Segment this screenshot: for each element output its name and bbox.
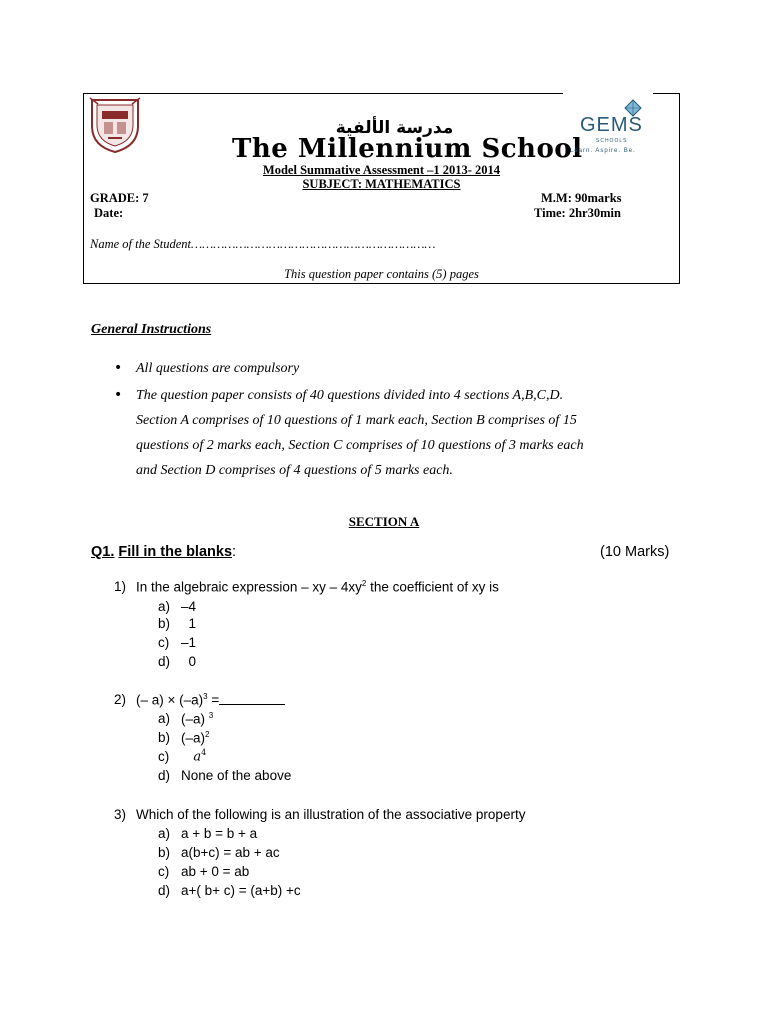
arabic-school-name: مدرسة الألفية <box>335 118 454 138</box>
question-number: 2) <box>114 692 127 707</box>
assessment-title: Model Summative Assessment –1 2013- 2014 <box>262 163 501 177</box>
question-number: 1) <box>114 579 127 594</box>
gems-logo-sub: SCHOOLS <box>596 138 628 144</box>
option-text: –1 <box>181 635 197 650</box>
option-text: 0 <box>181 654 197 669</box>
option-label: b) <box>158 730 171 745</box>
q1-colon: : <box>232 544 237 560</box>
question-text: In the algebraic expression – xy – $4xy^2$ the coefficient of xy is <box>136 579 499 595</box>
option-label: d) <box>158 768 171 783</box>
option-label: d) <box>158 883 171 898</box>
student-name-field: Name of the Student………………………………………………………… <box>90 237 436 251</box>
q1-heading <box>91 544 236 560</box>
question-text: (– $a) \times (-a)^3$ = <box>136 692 285 708</box>
option-label: d) <box>158 654 171 669</box>
school-name: The Millennium School <box>232 134 583 164</box>
option-label: a) <box>158 599 171 614</box>
gems-tagline: Learn. Aspire. Be. <box>570 148 636 154</box>
option-label: c) <box>158 635 170 650</box>
option-text: (–a) $^3$ <box>181 711 214 727</box>
instruction-line: The question paper consists of 40 questions divided into 4 sections A,B,C,D. <box>136 388 564 403</box>
section-title: SECTION A <box>348 514 420 529</box>
bullet-icon: • <box>114 387 123 403</box>
instruction-item: All questions are compulsory <box>136 361 300 376</box>
header-box-gap <box>563 90 653 96</box>
pages-note: This question paper contains (5) pages <box>284 267 479 281</box>
instruction-line: Section A comprises of 10 questions of 1 mark each, Section B comprises of 15 <box>136 413 577 428</box>
q1-marks: (10 Marks) <box>600 544 670 560</box>
option-text: $a^4$ <box>181 748 207 765</box>
option-text: $(-a)^2$ <box>181 730 210 746</box>
instruction-line: and Section D comprises of 4 questions of 5 marks each. <box>136 463 453 478</box>
max-marks-label: M.M: 90marks <box>541 191 622 205</box>
option-label: a) <box>158 711 171 726</box>
date-label: Date: <box>94 206 124 220</box>
q1-label: Q1. <box>91 544 115 560</box>
option-text: a + b = b + a <box>181 826 258 841</box>
option-text: a(b+c) = ab + ac <box>181 845 280 860</box>
school-crest-icon <box>88 96 142 154</box>
question-text: Which of the following is an illustration of the associative property <box>136 807 526 822</box>
option-label: a) <box>158 826 171 841</box>
q1-title: Fill in the blanks <box>118 544 233 560</box>
option-text: a+( b+ c) = (a+b) +c <box>181 883 301 898</box>
gems-logo-text: GEMS <box>580 114 643 136</box>
option-label: c) <box>158 864 170 879</box>
option-text: ab + 0 = ab <box>181 864 250 879</box>
grade-label: GRADE: 7 <box>90 191 149 205</box>
instruction-line: questions of 2 marks each, Section C comprises of 10 questions of 3 marks each <box>136 438 584 453</box>
time-label: Time: 2hr30min <box>534 206 621 220</box>
bullet-icon: • <box>114 360 123 376</box>
answer-blank <box>219 694 285 705</box>
option-label: c) <box>158 749 170 764</box>
option-label: b) <box>158 845 171 860</box>
option-text: None of the above <box>181 768 292 783</box>
instructions-heading: General Instructions <box>91 322 212 337</box>
option-text: 1 <box>181 616 197 631</box>
question-number: 3) <box>114 807 127 822</box>
option-text: –4 <box>181 599 197 614</box>
option-label: b) <box>158 616 171 631</box>
subject-title: SUBJECT: MATHEMATICS <box>302 177 461 191</box>
